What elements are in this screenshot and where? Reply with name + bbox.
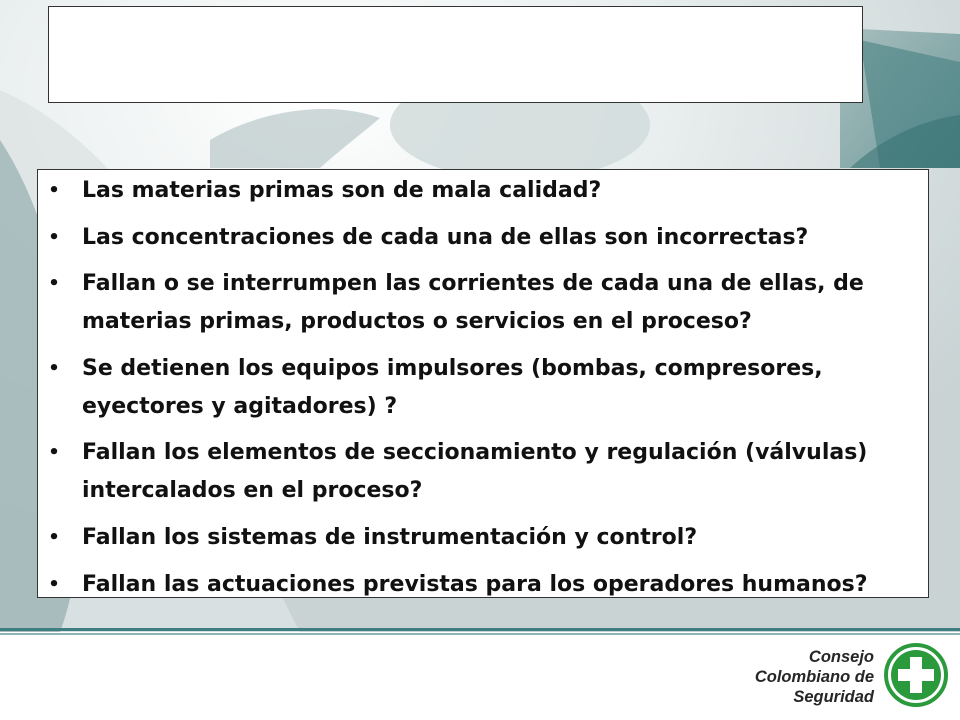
- bullet-symbol: •: [48, 442, 60, 464]
- list-item: [44, 265, 916, 341]
- slide-title-box: [48, 6, 863, 103]
- list-item: [44, 350, 916, 426]
- bullet-symbol: •: [48, 573, 60, 595]
- bullet-symbol: •: [48, 357, 60, 379]
- bullet-text: Se detienen los equipos impulsores (bombas, compresores, eyectores y agitadores) ?: [82, 355, 823, 419]
- bullet-list: [44, 172, 916, 612]
- bullet-text: Fallan los sistemas de instrumentación y control?: [82, 524, 698, 550]
- list-item: [44, 219, 916, 257]
- logo-line-2: Colombiano de: [754, 668, 874, 686]
- bullet-text: Fallan los elementos de seccionamiento y regulación (válvulas) intercalados en el proceso?: [82, 440, 868, 504]
- green-cross-icon: [884, 643, 948, 707]
- footer-bar-dark: [0, 628, 960, 631]
- bullet-symbol: •: [48, 526, 60, 548]
- list-item: [44, 172, 916, 210]
- bullet-symbol: •: [48, 226, 60, 248]
- bullet-symbol: •: [48, 180, 60, 201]
- list-item: [44, 519, 916, 557]
- list-item: [44, 566, 916, 604]
- bullet-text: Las materias primas son de mala calidad?: [82, 178, 602, 203]
- logo-line-1: Consejo: [808, 648, 874, 666]
- logo-wordmark: [734, 647, 874, 707]
- bullet-text: Fallan o se interrumpen las corrientes de cada una de ellas, de materias primas, productos o servicios en el proceso?: [82, 271, 864, 335]
- list-item: [44, 434, 916, 510]
- bullet-text: Las concentraciones de cada una de ellas son incorrectas?: [82, 224, 809, 250]
- footer-divider: [0, 628, 960, 640]
- bullet-text: Fallan las actuaciones previstas para los operadores humanos?: [82, 571, 868, 597]
- footer-bar-light: [0, 633, 960, 635]
- bullet-symbol: •: [48, 273, 60, 295]
- logo-line-3: Seguridad: [793, 688, 874, 706]
